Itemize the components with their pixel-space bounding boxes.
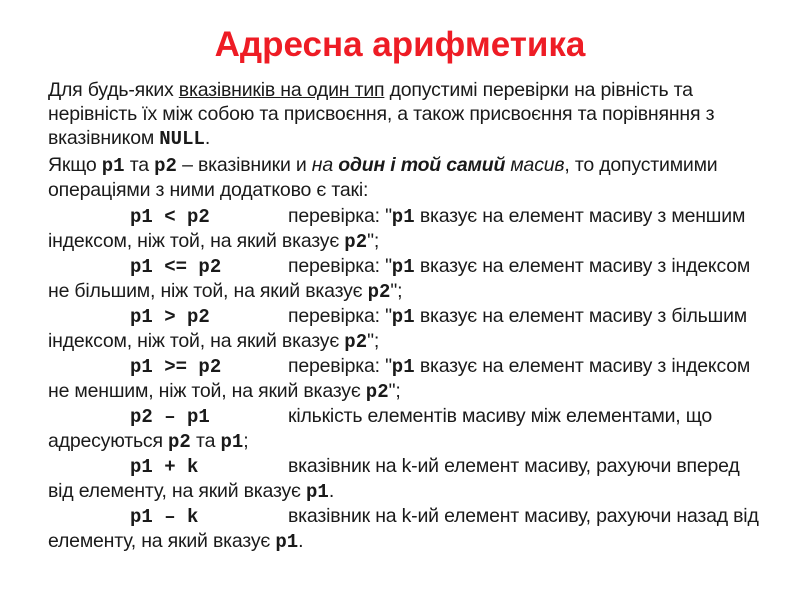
operation-expression: p1 + k (130, 456, 199, 478)
operation-desc: перевірка: " (288, 255, 392, 277)
p2-code: p2 (154, 155, 177, 177)
operation-item (48, 354, 760, 404)
operation-expression: p1 – k (130, 506, 199, 528)
conditions-text: , то допустимими операціями з ними додатково є такі: (48, 154, 718, 201)
operation-desc: "; (367, 230, 380, 252)
slide-content (48, 78, 760, 554)
operation-code: p2 (344, 231, 368, 253)
operation-code: p1 (220, 431, 244, 453)
operation-desc: "; (390, 280, 403, 302)
operation-desc: вказує на елемент масиву з індексом не більшим, ніж той, на який вказує (48, 255, 751, 302)
intro-underlined: вказівників на один тип (178, 79, 385, 101)
intro-paragraph (48, 78, 760, 151)
slide-title: Адресна арифметика (214, 25, 586, 64)
operation-expression: p2 – p1 (130, 406, 210, 428)
intro-text: Для будь-яких (48, 79, 179, 101)
operation-desc: кількість елементів масиву між елементами, що адресуються (48, 405, 712, 452)
null-code: NULL (159, 128, 205, 150)
operation-code: p1 (391, 206, 415, 228)
operation-item (48, 254, 760, 304)
operation-desc: перевірка: " (288, 355, 392, 377)
conditions-text: та (124, 154, 155, 176)
operation-expression: p1 > p2 (130, 306, 210, 328)
operation-item (48, 304, 760, 354)
conditions-text: Якщо (48, 154, 102, 176)
operation-desc: перевірка: " (288, 205, 392, 227)
operation-desc: "; (367, 330, 380, 352)
operation-desc: перевірка: " (288, 305, 392, 327)
operation-expression: p1 < p2 (130, 206, 210, 228)
operation-code: p1 (391, 306, 415, 328)
operation-desc: та (190, 430, 221, 452)
operation-desc: вказує на елемент масиву з більшим індексом, ніж той, на який вказує (48, 305, 747, 352)
operation-code: p2 (367, 281, 391, 303)
operation-code: p2 (168, 431, 191, 453)
operation-expression: p1 >= p2 (130, 356, 222, 378)
conditions-bold-italic: один і той самий (338, 154, 506, 176)
p1-code: p1 (101, 155, 125, 177)
operations-list (48, 204, 760, 554)
conditions-italic: масив (505, 154, 565, 176)
operation-desc: вказівник на k-ий елемент масиву, рахуючи вперед від елементу, на який вказує (48, 455, 740, 502)
operation-code: p2 (344, 331, 368, 353)
operation-desc: вказує на елемент масиву з меншим індексом, ніж той, на який вказує (48, 205, 746, 252)
operation-code: p1 (391, 356, 415, 378)
operation-item (48, 504, 760, 554)
operation-item (48, 204, 760, 254)
operation-desc: . (328, 480, 335, 502)
operation-code: p1 (306, 481, 329, 503)
operation-code: p1 (391, 256, 415, 278)
operation-code: p2 (365, 381, 389, 403)
operation-expression: p1 <= p2 (130, 256, 222, 278)
operation-code: p1 (275, 531, 299, 553)
operation-desc: вказує на елемент масиву з індексом не меншим, ніж той, на який вказує (48, 355, 751, 402)
intro-text: . (204, 127, 211, 149)
operation-desc: вказівник на k-ий елемент масиву, рахуючи назад від елементу, на який вказує (48, 505, 759, 552)
intro-text: допустимі перевірки на рівність та нерівність їх між собою та присвоєння, а також присвоєння та порівняння з вказівником (48, 79, 715, 149)
operation-desc: "; (388, 380, 401, 402)
operation-desc: . (298, 530, 304, 552)
operation-item (48, 404, 760, 454)
operation-desc: ; (243, 430, 249, 452)
operation-item (48, 454, 760, 504)
conditions-paragraph (48, 153, 760, 202)
conditions-italic: на (311, 154, 339, 176)
conditions-text: – вказівники и (176, 154, 312, 176)
